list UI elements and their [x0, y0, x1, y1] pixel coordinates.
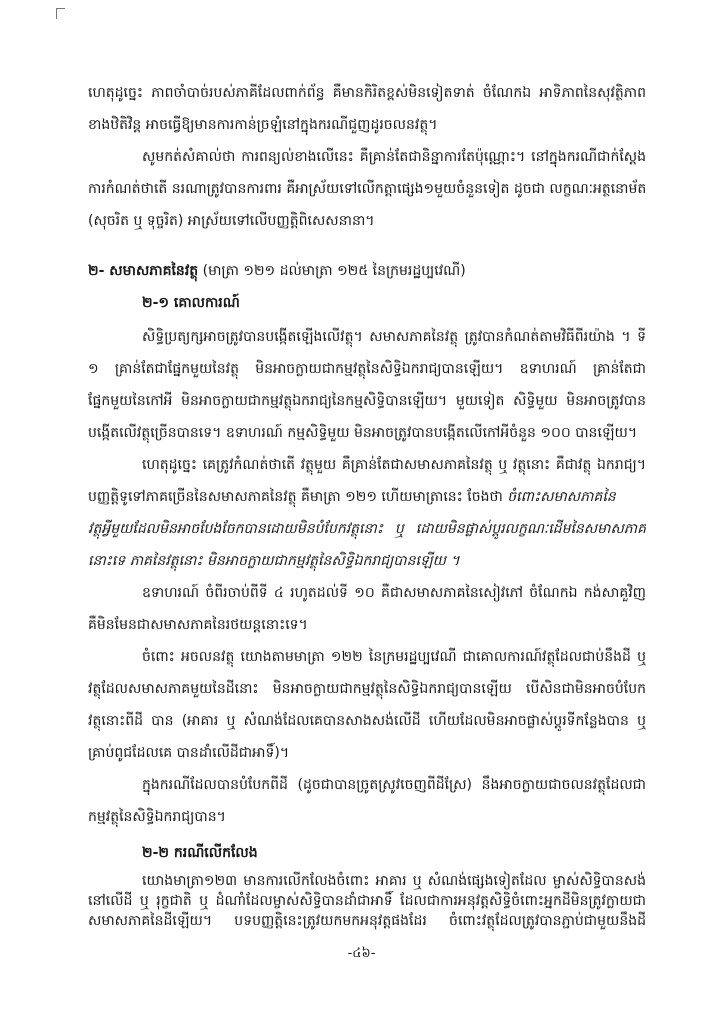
paragraph-text: បញ្ញត្តិទូទៅភាគច្រើននៃសមាសភាគនៃវត្ថុ គឺមាត្រា ១២១ ហើយមាត្រានេះ ចែងថា — [88, 489, 503, 505]
paragraph-line: សូមកត់សំគាល់ថា ការពន្យល់ខាងលើនេះ គឺគ្រាន់តែជានិន្នាការតែប៉ុណ្ណោះ។ នៅក្នុងករណីជាក់ស្តែង — [142, 149, 646, 165]
quoted-line: វត្ថុអ្វីមួយដែលមិនអាចបែងចែកបានដោយមិនបំបែកវត្ថុនោះ ឬ ដោយមិនផ្លាស់ប្តូរលក្ខណៈដើមនៃសមាសភាគ — [88, 521, 646, 537]
page-number: -៤៦- — [347, 946, 376, 961]
paragraph-line: សិទ្ធិប្រត្យក្សអាចត្រូវបានបង្កើតឡើងលើវត្ថុ។ សមាសភាគនៃវត្ថុ ត្រូវបានកំណត់តាមវិធីពីរយ៉ាង ។ ទី — [142, 329, 646, 345]
paragraph-line: កម្មវត្ថុនៃសិទ្ធិឯករាជ្យបាន។ — [88, 809, 226, 825]
subsection-heading: ២-១ គោលការណ៍ — [142, 295, 240, 311]
subsection-heading: ២-២ ករណីលើកលែង — [142, 845, 258, 861]
paragraph-line: គ្រាប់ពូជដែលគេ បានដាំលើដីជាអាទិ៍)។ — [88, 745, 290, 761]
quoted-text: ចំពោះសមាសភាគនៃ — [507, 489, 616, 505]
paragraph-line: យោងមាត្រា១២៣ មានការលើកលែងចំពោះ អាគារ ឬ សំណង់ផ្សេងទៀតដែល ម្ចាស់សិទ្ធិបានសង់ — [142, 873, 646, 889]
paragraph-line: ឧទាហរណ៍ ចំពីរចាប់ពីទី ៤ រហូតដល់ទី ១០ គឺជាសមាសភាគនៃសៀវភៅ ចំណែកឯ កង់សាគួវិញ — [142, 585, 646, 601]
scan-corner-mark — [56, 8, 65, 19]
paragraph-line: នៅលើដី ឬ រុក្ខជាតិ ឬ ដំណាំដែលម្ចាស់សិទ្ធិបានដាំជាអាទិ៍ ដែលជាការអនុវត្តសិទ្ធិចំពោះអ្នកដីមិនត្រូវក្លាយជា — [88, 893, 646, 909]
paragraph-line: ១ គ្រាន់តែជាផ្នែកមួយនៃវត្ថុ មិនអាចក្លាយជាកម្មវត្ថុនៃសិទ្ធិឯករាជ្យបានឡើយ។ ឧទាហរណ៍ គ្រាន់តែជា — [88, 361, 646, 377]
paragraph-line — [88, 484, 616, 510]
paragraph-line: គឺមិនមែនជាសមាសភាគនៃរថយន្តនោះទេ។ — [88, 617, 308, 633]
paragraph-line: ហេតុដូច្នេះ គេត្រូវកំណត់ថាតើ វត្ថុមួយ គឺគ្រាន់តែជាសមាសភាគនៃវត្ថុ ឬ វត្ថុនោះ គឺជាវត្ថុ ឯករាជ្យ។ — [142, 457, 646, 473]
paragraph-line: បង្កើតលើវត្ថុច្រើនបានទេ។ ឧទាហរណ៍ កម្មសិទ្ធិមួយ មិនអាចត្រូវបានបង្កើតលើកៅអីចំនួន ១០០ បានឡើយ។ — [88, 425, 638, 441]
paragraph-line: វត្ថុនោះពីដី បាន (អាគារ ឬ សំណង់ដែលគេបានសាងសង់លើដី ហើយដែលមិនអាចផ្លាស់ប្តូរទីកន្លែងបាន ឬ — [88, 713, 646, 729]
paragraph-line: សមាសភាគនៃដីឡើយ។ បទបញ្ញត្តិនេះត្រូវយកមកអនុវត្តផងដែរ ចំពោះវត្ថុដែលត្រូវបានភ្ជាប់ជាមួយនឹងដី — [88, 913, 646, 929]
paragraph-line: ក្នុងករណីដែលបានបំបែកពីដី (ដូចជាបានច្រូតស្រូវចេញពីដីស្រែ) នឹងអាចក្លាយជាចលនវត្ថុដែលជា — [142, 777, 646, 793]
paragraph-line: ការកំណត់ថាតើ នរណាត្រូវបានការពារ គឺអាស្រ័យទៅលើកត្តាផ្សេង១មួយចំនួនទៀត ដូចជា លក្ខណៈអត្ថនោម័ត — [88, 181, 646, 197]
paragraph-line: ផ្នែកមួយនៃកៅអី មិនអាចក្លាយជាកម្មវត្ថុឯករាជ្យនៃកម្មសិទ្ធិបានឡើយ។ មួយទៀត សិទ្ធិមួយ មិនអាចត្រូវបាន — [88, 393, 646, 409]
paragraph-line: ចំពោះ អចលនវត្ថុ យោងតាមមាត្រា ១២២ នៃក្រមរដ្ឋប្បវេណី ជាគោលការណ៍វត្ថុដែលជាប់នឹងដី ឬ — [142, 649, 646, 665]
section-heading-reference: (មាត្រា ១២១ ដល់មាត្រា ១២៥ នៃក្រមរដ្ឋប្បវេណី) — [202, 263, 466, 279]
paragraph-line: វត្ថុដែលសមាសភាគមួយនៃដីនោះ មិនអាចក្លាយជាកម្មវត្ថុនៃសិទ្ធិឯករាជ្យបានឡើយ បើសិនជាមិនអាចបំបែក — [88, 681, 646, 697]
section-heading — [88, 258, 466, 284]
paragraph-line: (សុចរិត ឬ ទុច្ចរិត) អាស្រ័យទៅលើបញ្ញត្តិពិសេសនានា។ — [88, 213, 375, 229]
quoted-line: នោះទេ ភាគនៃវត្ថុនោះ មិនអាចក្លាយជាកម្មវត្ថុនៃសិទ្ធិឯករាជ្យបានឡើយ ។ — [88, 553, 460, 569]
section-heading-title: ២- សមាសភាគនៃវត្ថុ — [88, 263, 199, 279]
paragraph-line: ខាងឋិតិវិន្ត អាចធ្វើឱ្យមានការកាន់ច្រឡំនៅក្នុងករណីជួញដូរចលនវត្ថុ។ — [88, 117, 438, 133]
paragraph-line: ហេតុដូច្នេះ ភាពចាំបាច់របស់ភាគីដែលពាក់ព័ន្ធ គឺមានកិរិតខ្ពស់មិនទៀតទាត់ ចំណែកឯ អាទិភាពនៃសុវត្ថិភាព — [88, 85, 646, 101]
